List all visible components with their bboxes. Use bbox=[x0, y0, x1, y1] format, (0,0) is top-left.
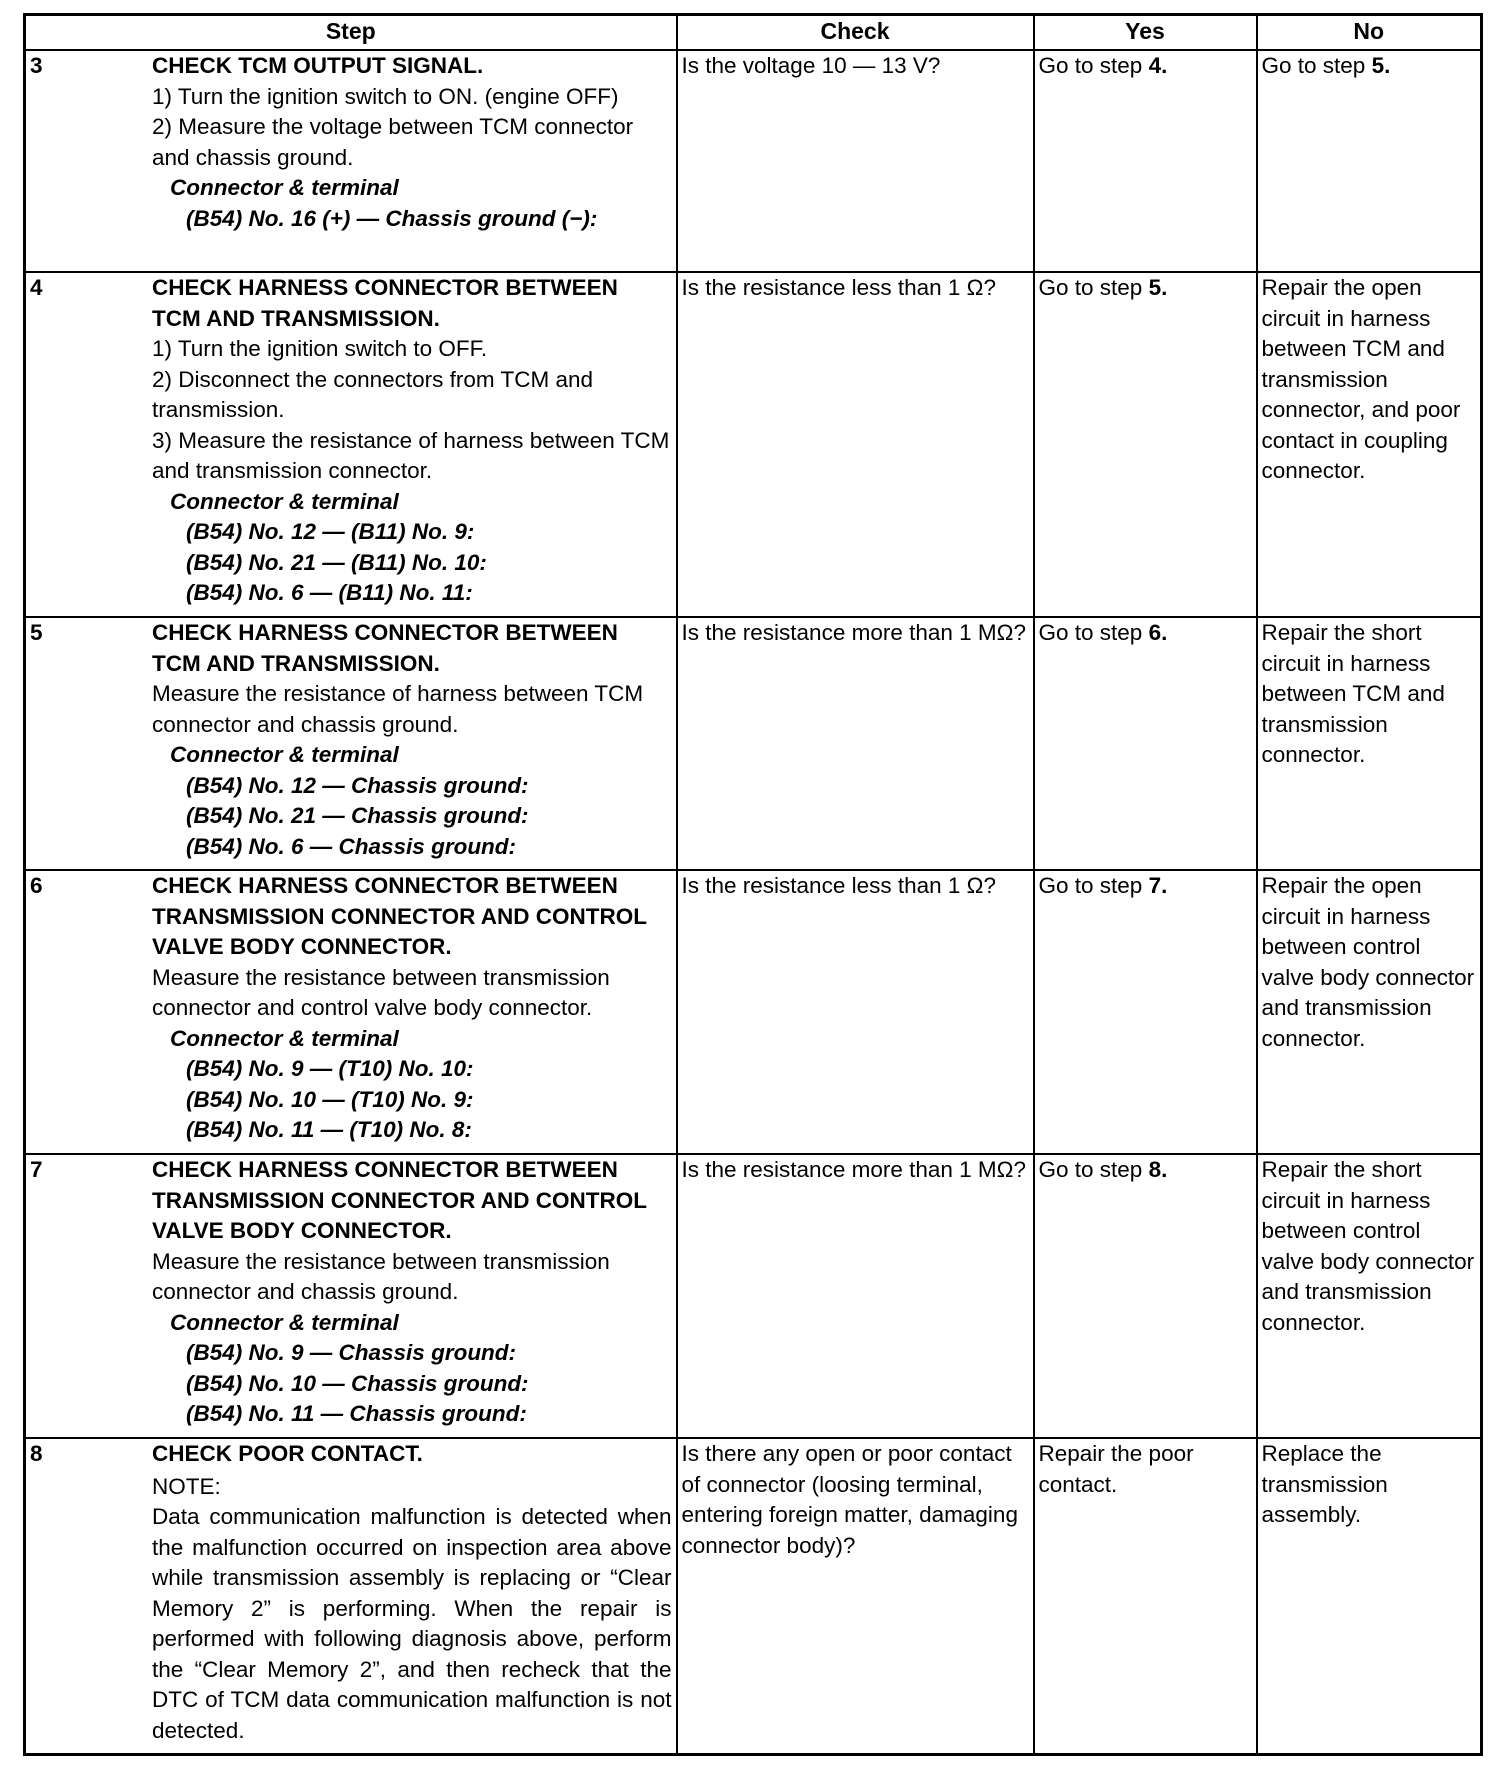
yes-step-number: 6. bbox=[1148, 620, 1168, 645]
header-no: No bbox=[1257, 15, 1482, 51]
step-instruction: Measure the resistance of harness between TCM connector and chassis ground. bbox=[152, 681, 644, 737]
step-number: 8 bbox=[30, 1441, 43, 1466]
yes-cell: Repair the poor contact. bbox=[1034, 1438, 1257, 1754]
terminal-spec: (B54) No. 12 — (B11) No. 9: bbox=[186, 519, 475, 544]
header-row bbox=[25, 15, 1482, 51]
step-title: CHECK TCM OUTPUT SIGNAL. bbox=[152, 53, 484, 78]
step-instruction: 1) Turn the ignition switch to OFF. bbox=[152, 336, 488, 361]
no-cell: Repair the open circuit in harness between TCM and transmission connector, and poor contact in coupling connector. bbox=[1257, 272, 1482, 617]
step-instruction: 2) Disconnect the connectors from TCM and transmission. bbox=[152, 366, 594, 422]
no-step-number: 5. bbox=[1371, 53, 1391, 78]
terminal-spec: (B54) No. 21 — (B11) No. 10: bbox=[186, 549, 487, 575]
step-cell bbox=[25, 870, 677, 1154]
header-step: Step bbox=[25, 15, 677, 51]
yes-step-number: 5. bbox=[1148, 275, 1168, 300]
step-instruction: Measure the resistance between transmission connector and control valve body connector. bbox=[152, 964, 610, 1020]
no-cell: Replace the transmission assembly. bbox=[1257, 1438, 1482, 1754]
step-number: 4 bbox=[30, 275, 43, 300]
check-cell: Is the resistance less than 1 Ω? bbox=[677, 870, 1034, 1154]
table-row bbox=[25, 870, 1482, 1154]
step-number: 6 bbox=[30, 873, 43, 898]
yes-cell bbox=[1034, 870, 1257, 1154]
terminal-spec: (B54) No. 21 — Chassis ground: bbox=[186, 803, 529, 828]
yes-cell bbox=[1034, 272, 1257, 617]
step-instruction: 1) Turn the ignition switch to ON. (engine OFF) bbox=[152, 83, 619, 109]
connector-terminal-label: Connector & terminal bbox=[170, 488, 399, 514]
yes-prefix: Go to step bbox=[1038, 53, 1149, 78]
terminal-spec: (B54) No. 10 — Chassis ground: bbox=[186, 1370, 529, 1396]
step-number: 3 bbox=[30, 53, 43, 78]
connector-terminal-label: Connector & terminal bbox=[170, 742, 399, 767]
table-row bbox=[25, 272, 1482, 617]
yes-prefix: Go to step bbox=[1038, 1157, 1149, 1182]
yes-prefix: Go to step bbox=[1038, 873, 1149, 898]
yes-cell bbox=[1034, 617, 1257, 870]
connector-terminal-label: Connector & terminal bbox=[170, 1025, 399, 1051]
table-row bbox=[25, 50, 1482, 272]
step-instruction: 2) Measure the voltage between TCM connector and chassis ground. bbox=[152, 114, 634, 170]
step-cell bbox=[25, 617, 677, 870]
step-cell bbox=[25, 1438, 677, 1754]
step-title: CHECK HARNESS CONNECTOR BETWEEN TRANSMISSION CONNECTOR AND CONTROL VALVE BODY CONNECTOR. bbox=[152, 873, 647, 959]
table-row bbox=[25, 1438, 1482, 1754]
connector-terminal-label: Connector & terminal bbox=[170, 175, 399, 200]
note-label: NOTE: bbox=[152, 1473, 221, 1499]
no-cell bbox=[1257, 50, 1482, 272]
step-number: 7 bbox=[30, 1157, 43, 1182]
yes-prefix: Go to step bbox=[1038, 275, 1149, 300]
terminal-spec: (B54) No. 6 — Chassis ground: bbox=[186, 833, 517, 859]
step-number: 5 bbox=[30, 620, 43, 645]
yes-prefix: Go to step bbox=[1038, 620, 1149, 645]
check-cell: Is the resistance less than 1 Ω? bbox=[677, 272, 1034, 617]
table-row bbox=[25, 617, 1482, 870]
terminal-spec: (B54) No. 12 — Chassis ground: bbox=[186, 772, 529, 798]
table-row bbox=[25, 1154, 1482, 1438]
terminal-spec: (B54) No. 11 — Chassis ground: bbox=[186, 1401, 527, 1426]
yes-cell bbox=[1034, 50, 1257, 272]
terminal-spec: (B54) No. 16 (+) — Chassis ground (−): bbox=[186, 205, 598, 231]
step-cell bbox=[25, 50, 677, 272]
yes-cell bbox=[1034, 1154, 1257, 1438]
note-text: Data communication malfunction is detected when the malfunction occurred on inspection area above while transmission assembly is replacing or “Clear Memory 2” is performing. When the repair is performed with following diagnosis above, perform the “Clear Memory 2”, and then recheck that the DTC of TCM data communication malfunction is not detected. bbox=[152, 1504, 672, 1743]
check-cell: Is the resistance more than 1 MΩ? bbox=[677, 1154, 1034, 1438]
step-title: CHECK HARNESS CONNECTOR BETWEEN TCM AND TRANSMISSION. bbox=[152, 275, 618, 331]
check-cell: Is the resistance more than 1 MΩ? bbox=[677, 617, 1034, 870]
step-title: CHECK HARNESS CONNECTOR BETWEEN TCM AND TRANSMISSION. bbox=[152, 620, 618, 676]
diagnostic-table bbox=[23, 13, 1483, 1756]
step-instruction: 3) Measure the resistance of harness between TCM and transmission connector. bbox=[152, 427, 670, 483]
step-cell bbox=[25, 272, 677, 617]
step-title: CHECK POOR CONTACT. bbox=[152, 1441, 423, 1466]
check-cell: Is the voltage 10 — 13 V? bbox=[677, 50, 1034, 272]
step-instruction: Measure the resistance between transmission connector and chassis ground. bbox=[152, 1248, 610, 1304]
yes-step-number: 7. bbox=[1148, 873, 1168, 898]
no-cell: Repair the short circuit in harness between control valve body connector and transmission connector. bbox=[1257, 1154, 1482, 1438]
connector-terminal-label: Connector & terminal bbox=[170, 1309, 399, 1335]
step-cell bbox=[25, 1154, 677, 1438]
terminal-spec: (B54) No. 9 — Chassis ground: bbox=[186, 1340, 517, 1365]
terminal-spec: (B54) No. 6 — (B11) No. 11: bbox=[186, 580, 473, 605]
terminal-spec: (B54) No. 9 — (T10) No. 10: bbox=[186, 1056, 474, 1081]
no-cell: Repair the short circuit in harness between TCM and transmission connector. bbox=[1257, 617, 1482, 870]
step-title: CHECK HARNESS CONNECTOR BETWEEN TRANSMISSION CONNECTOR AND CONTROL VALVE BODY CONNECTOR. bbox=[152, 1157, 647, 1243]
terminal-spec: (B54) No. 10 — (T10) No. 9: bbox=[186, 1086, 474, 1112]
header-yes: Yes bbox=[1034, 15, 1257, 51]
check-cell: Is there any open or poor contact of connector (loosing terminal, entering foreign matter, damaging connector body)? bbox=[677, 1438, 1034, 1754]
terminal-spec: (B54) No. 11 — (T10) No. 8: bbox=[186, 1117, 472, 1142]
no-cell: Repair the open circuit in harness between control valve body connector and transmission connector. bbox=[1257, 870, 1482, 1154]
no-prefix: Go to step bbox=[1261, 53, 1372, 78]
header-check: Check bbox=[677, 15, 1034, 51]
yes-step-number: 4. bbox=[1148, 53, 1168, 78]
yes-step-number: 8. bbox=[1148, 1157, 1168, 1182]
